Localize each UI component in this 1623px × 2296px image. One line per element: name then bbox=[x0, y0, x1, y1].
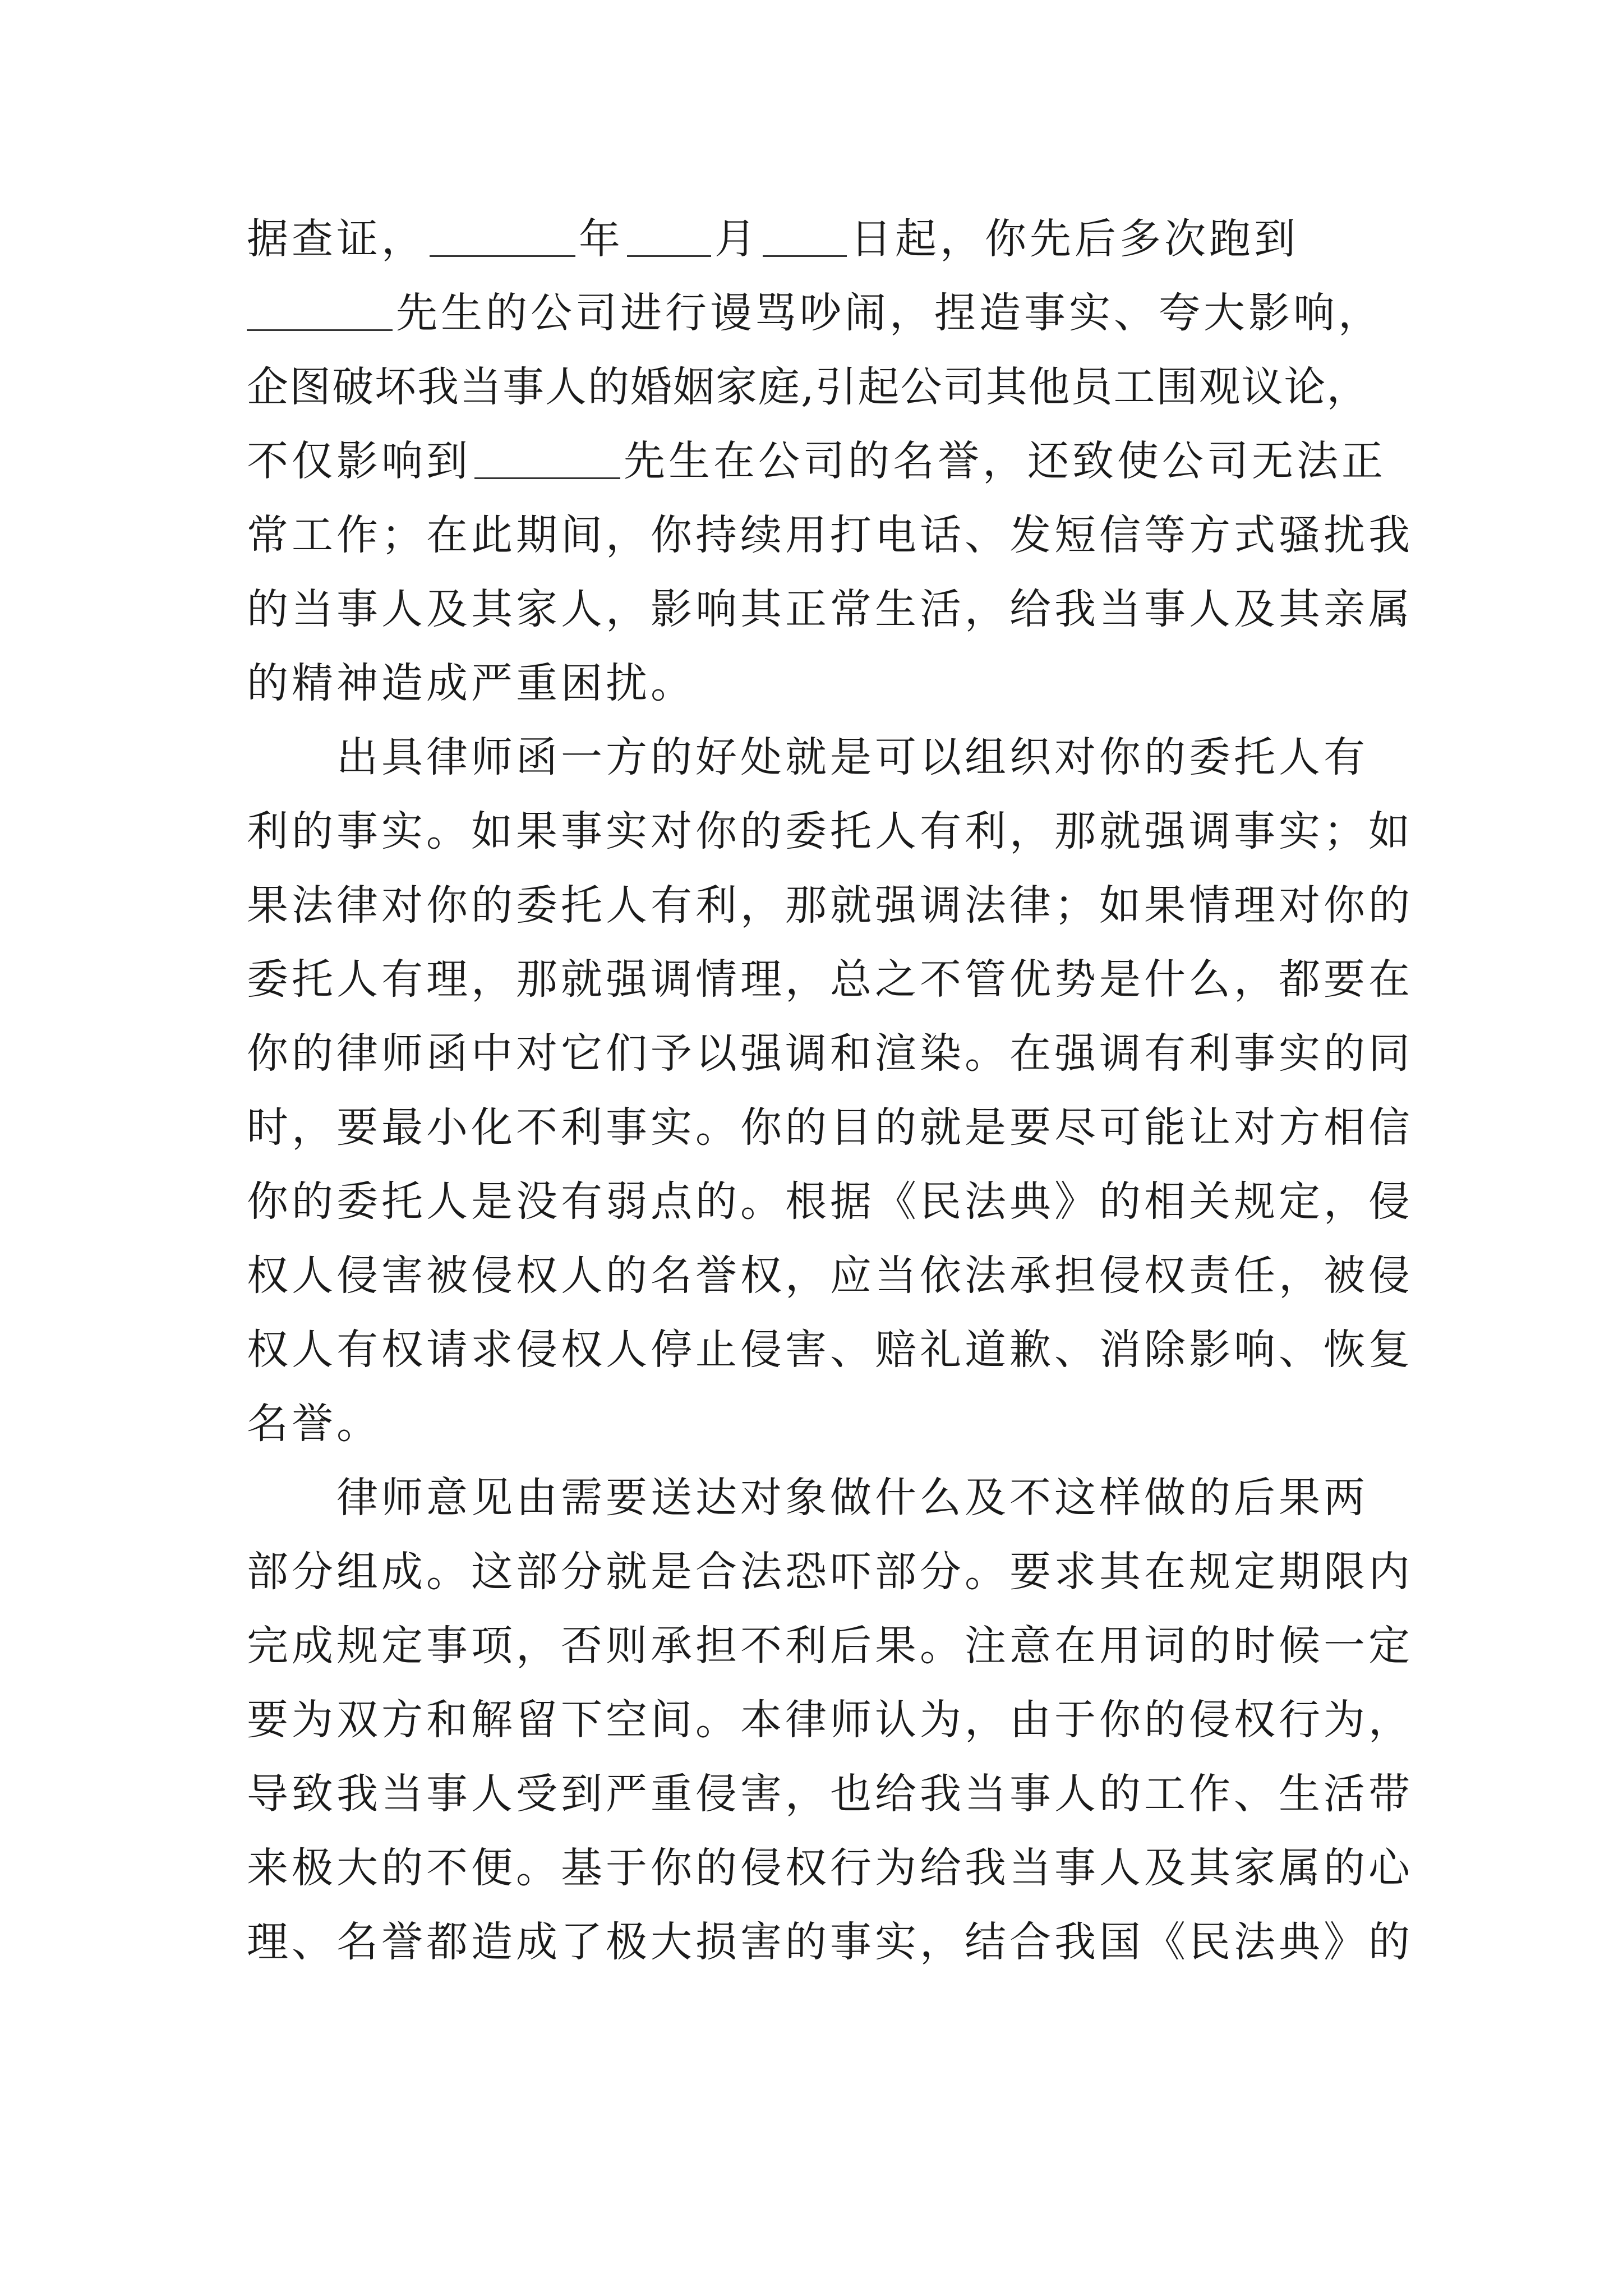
line-text: 权人侵害被侵权人的名誉权，应当依法承担侵权责任，被侵 bbox=[247, 1251, 1413, 1300]
line-text: 不仅影响到 bbox=[247, 437, 471, 485]
line-text: 权人有权请求侵权人停止侵害、赔礼道歉、消除影响、恢复 bbox=[247, 1326, 1413, 1374]
line-text: 你的律师函中对它们予以强调和渲染。在强调有利事实的同 bbox=[247, 1029, 1413, 1078]
line-text: 完成规定事项，否则承担不利后果。注意在用词的时候一定 bbox=[247, 1622, 1413, 1670]
text-line bbox=[247, 350, 1436, 424]
text-line bbox=[247, 498, 1436, 572]
line-text: 你的委托人是没有弱点的。根据《民法典》的相关规定，侵 bbox=[247, 1177, 1413, 1226]
text-line bbox=[247, 646, 1436, 720]
line-text: 月 bbox=[714, 215, 759, 263]
line-text: 先生在公司的名誉，还致使公司无法正 bbox=[624, 437, 1386, 485]
fill-blank bbox=[474, 444, 620, 479]
text-line bbox=[247, 572, 1436, 646]
text-line bbox=[247, 1831, 1436, 1905]
text-line bbox=[247, 1905, 1436, 1979]
line-text: 的当事人及其家人，影响其正常生活，给我当事人及其亲属 bbox=[247, 585, 1413, 633]
text-line bbox=[247, 1313, 1436, 1387]
line-text: 利的事实。如果事实对你的委托人有利，那就强调事实；如 bbox=[247, 807, 1413, 855]
paragraph-1 bbox=[247, 202, 1436, 720]
line-text: 企图破坏我当事人的婚姻家庭,引起公司其他员工围观议论， bbox=[247, 363, 1370, 411]
paragraph-2 bbox=[247, 720, 1436, 1461]
text-line bbox=[247, 942, 1436, 1016]
text-line bbox=[247, 1461, 1436, 1535]
text-line bbox=[247, 1535, 1436, 1609]
line-text: 律师意见由需要送达对象做什么及不这样做的后果两 bbox=[336, 1474, 1368, 1522]
line-text: 据查证， bbox=[247, 215, 426, 263]
fill-blank bbox=[627, 222, 711, 257]
text-line bbox=[247, 794, 1436, 868]
text-line bbox=[247, 424, 1436, 498]
text-line bbox=[247, 1165, 1436, 1239]
line-text: 导致我当事人受到严重侵害，也给我当事人的工作、生活带 bbox=[247, 1770, 1413, 1818]
line-text: 的精神造成严重困扰。 bbox=[247, 659, 695, 707]
document-body bbox=[247, 202, 1436, 1979]
line-text: 理、名誉都造成了极大损害的事实，结合我国《民法典》的 bbox=[247, 1918, 1413, 1966]
fill-blank bbox=[430, 222, 575, 257]
fill-blank bbox=[247, 296, 393, 331]
line-text: 常工作；在此期间，你持续用打电话、发短信等方式骚扰我 bbox=[247, 511, 1413, 559]
line-text: 果法律对你的委托人有利，那就强调法律；如果情理对你的 bbox=[247, 881, 1413, 930]
text-line bbox=[247, 1091, 1436, 1165]
paragraph-3 bbox=[247, 1461, 1436, 1979]
line-text: 年 bbox=[579, 215, 624, 263]
text-line bbox=[247, 1387, 1436, 1461]
text-line bbox=[247, 1757, 1436, 1831]
text-line bbox=[247, 202, 1436, 276]
line-text: 名誉。 bbox=[247, 1400, 381, 1448]
line-text: 日起，你先后多次跑到 bbox=[850, 215, 1299, 263]
text-line bbox=[247, 276, 1436, 350]
line-text: 来极大的不便。基于你的侵权行为给我当事人及其家属的心 bbox=[247, 1844, 1413, 1892]
line-text: 时，要最小化不利事实。你的目的就是要尽可能让对方相信 bbox=[247, 1103, 1413, 1152]
text-line bbox=[247, 1683, 1436, 1757]
line-text: 先生的公司进行谩骂吵闹，捏造事实、夸大影响， bbox=[396, 289, 1383, 337]
line-text: 委托人有理，那就强调情理，总之不管优势是什么，都要在 bbox=[247, 955, 1413, 1004]
text-line bbox=[247, 720, 1436, 794]
text-line bbox=[247, 1239, 1436, 1313]
fill-blank bbox=[763, 222, 847, 257]
text-line bbox=[247, 868, 1436, 942]
text-line bbox=[247, 1609, 1436, 1683]
line-text: 出具律师函一方的好处就是可以组织对你的委托人有 bbox=[336, 733, 1368, 781]
line-text: 要为双方和解留下空间。本律师认为，由于你的侵权行为， bbox=[247, 1696, 1413, 1744]
text-line bbox=[247, 1016, 1436, 1091]
line-text: 部分组成。这部分就是合法恐吓部分。要求其在规定期限内 bbox=[247, 1548, 1413, 1596]
